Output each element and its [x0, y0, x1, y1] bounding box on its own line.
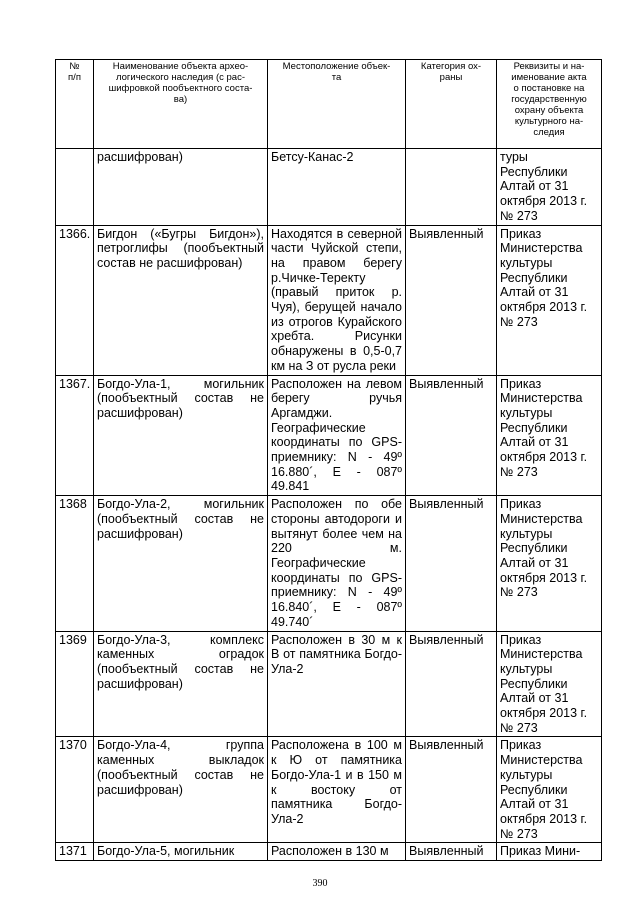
row-number	[56, 149, 94, 226]
row-category: Выявленный	[406, 843, 497, 861]
row-location: Расположен на левом берегу ручья Аргамджи. Географические координаты по GPS-приемнику: N - 49º 16.880´, E - 087º 49.841	[268, 375, 406, 496]
page-number: 390	[312, 878, 328, 889]
row-category: Выявленный	[406, 375, 497, 496]
heritage-table	[55, 59, 602, 861]
row-number: 1366.	[56, 225, 94, 375]
row-number: 1370	[56, 737, 94, 843]
row-name: Богдо-Ула-2, могильник (пообъектный состав не расшифрован)	[94, 496, 268, 631]
row-location: Расположен в 30 м к В от памятника Богдо-Ула-2	[268, 631, 406, 737]
header-name: Наименование объекта архео- логического наследия (с рас- шифровкой пообъектного соста- ва)	[94, 60, 268, 149]
row-act: Приказ Министерства культуры Республики Алтай от 31 октября 2013 г. № 273	[497, 496, 602, 631]
row-number: 1371	[56, 843, 94, 861]
table-row	[56, 496, 602, 631]
header-location: Местоположение объек- та	[268, 60, 406, 149]
row-act: туры Республики Алтай от 31 октября 2013 г. № 273	[497, 149, 602, 226]
row-category: Выявленный	[406, 496, 497, 631]
row-name: Бигдон («Бугры Бигдон»), петроглифы (пообъектный состав не расшифрован)	[94, 225, 268, 375]
row-name: Богдо-Ула-1, могильник (пообъектный состав не расшифрован)	[94, 375, 268, 496]
table-row	[56, 631, 602, 737]
row-number: 1367.	[56, 375, 94, 496]
row-location: Расположена в 100 м к Ю от памятника Богдо-Ула-1 и в 150 м к востоку от памятника Богдо-Ула-2	[268, 737, 406, 843]
row-name: Богдо-Ула-4, группа каменных выкладок (пообъектный состав не расшифрован)	[94, 737, 268, 843]
row-location: Находятся в северной части Чуйской степи, на правом берегу р.Чичке-Теректу (правый приток р. Чуя), берущей начало из отрогов Курайского хребта. Рисунки обнаружены в 0,5-0,7 км на З от русла реки	[268, 225, 406, 375]
row-name: Богдо-Ула-3, комплекс каменных оградок (пообъектный состав не расшифрован)	[94, 631, 268, 737]
row-act: Приказ Мини-	[497, 843, 602, 861]
table-body	[56, 149, 602, 861]
header-act: Реквизиты и на- именование акта о постановке на государственную охрану объекта культурного на- следия	[497, 60, 602, 149]
row-number: 1368	[56, 496, 94, 631]
row-location: Бетсу-Канас-2	[268, 149, 406, 226]
table-row	[56, 737, 602, 843]
row-location: Расположен по обе стороны автодороги и вытянут более чем на 220 м. Географические координаты по GPS-приемнику: N - 49º 16.840´, E - 087º 49.740´	[268, 496, 406, 631]
row-act: Приказ Министерства культуры Республики Алтай от 31 октября 2013 г. № 273	[497, 631, 602, 737]
header-number: № п/п	[56, 60, 94, 149]
row-number: 1369	[56, 631, 94, 737]
row-act: Приказ Министерства культуры Республики Алтай от 31 октября 2013 г. № 273	[497, 375, 602, 496]
table-row	[56, 375, 602, 496]
row-act: Приказ Министерства культуры Республики Алтай от 31 октября 2013 г. № 273	[497, 737, 602, 843]
row-name: расшифрован)	[94, 149, 268, 226]
header-row	[56, 60, 602, 149]
row-location: Расположен в 130 м	[268, 843, 406, 861]
table-row	[56, 149, 602, 226]
table-header	[56, 60, 602, 149]
row-category: Выявленный	[406, 631, 497, 737]
row-category: Выявленный	[406, 737, 497, 843]
row-name: Богдо-Ула-5, могильник	[94, 843, 268, 861]
row-category	[406, 149, 497, 226]
table-row	[56, 225, 602, 375]
header-category: Категория ох- раны	[406, 60, 497, 149]
row-act: Приказ Министерства культуры Республики Алтай от 31 октября 2013 г. № 273	[497, 225, 602, 375]
row-category: Выявленный	[406, 225, 497, 375]
table-row	[56, 843, 602, 861]
